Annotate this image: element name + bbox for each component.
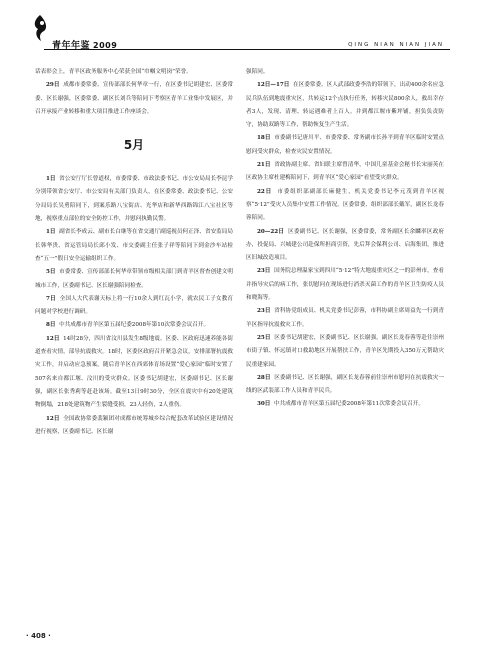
entry-paragraph bbox=[35, 266, 233, 293]
entry-paragraph bbox=[246, 305, 444, 332]
entry-text: 成都市委常委、宣传部部长何华章一行，在区委书记胡建宏、区委常委、区长谢强，区委常委、副区长刘兵等陪同下考察区青羊工业集中发展区，并召开承接产业转移和重大项目推进工作座谈会。 bbox=[35, 82, 233, 115]
page-number: · 408 · bbox=[26, 632, 51, 640]
entry-date: 23日 bbox=[257, 308, 271, 315]
entry-paragraph bbox=[246, 159, 444, 186]
entry-paragraph bbox=[246, 398, 444, 411]
month-heading: 5月 bbox=[123, 138, 145, 153]
entry-paragraph bbox=[246, 186, 444, 226]
entry-date: 12日 bbox=[46, 415, 60, 422]
continued-text: 强陪同。 bbox=[246, 69, 269, 75]
entry-date: 5日 bbox=[46, 269, 56, 276]
entry-text: 14时28分，四川省汶川县发生8级地震。区委、区政府迅速养能各街道查看灾情，部导抗震救灾。18时，区委区政府召开紧急会议，安排部署抗震救灾工作，并启动应急预案，随后青羊区在西郊体育场设置“爱心家园”临时安置了507名来自都江堰、汶川的受灾群众。区委书记胡建宏，区委副书记、区长谢强，副区长张秀莉等赶赴该场。截至13日9时30分，全区在震灾中有20处建筑物倒塌，218处建筑物产生裂缝受损，23人轻伤，2人重伤。 bbox=[35, 335, 233, 409]
right-column bbox=[246, 66, 444, 412]
entry-text: 市委组织部副部长麻健生，机关党委书记李元茂到青羊区视察“5·12”受灾人员集中安置工作情况。区委常委、组织部部长戴军，副区长龙春蓉陪同。 bbox=[246, 188, 444, 222]
entry-text: 中共成都市青羊区第五届纪委2008年第10次常委会议召开。 bbox=[59, 322, 210, 329]
entry-paragraph bbox=[35, 333, 233, 413]
entry-date: 30日 bbox=[257, 401, 271, 408]
entry-date: 18日 bbox=[257, 135, 271, 142]
yearbook-logo-icon bbox=[30, 14, 50, 42]
entry-date: 28日 bbox=[257, 374, 271, 381]
header-rule bbox=[44, 49, 450, 50]
entry-paragraph bbox=[246, 265, 444, 305]
entry-text: 全国人大代表谢天标上将一行10余人到红瓦小学，就农民工子女教育问题对学校进行调研。 bbox=[35, 295, 233, 316]
entry-date: 12日 bbox=[46, 335, 60, 342]
entry-text: 省公安厅厅长曾道权，市委常委、市政法委书记、市公安局局长李昆学分别带领省公安厅、市公安局有关部门负责人，在区委常委、政法委书记、公安分局局长吴勇陪同下，到案乐路八宝街店、光华店和新华西路锦江八宝社区等地，视察重点部位的安全防控工作，并慰问执勤民警。 bbox=[35, 176, 233, 223]
entry-paragraph bbox=[35, 173, 233, 226]
entry-date: 1日 bbox=[46, 229, 56, 236]
entry-text: 区委副书记、区长谢强，区委常委，常务副区长余麟率区政府办，投促局、兴城建公司赴保所担商引资，先后拜会保利公司、启海集团，推进区旧城改造项目。 bbox=[246, 228, 444, 262]
entry-paragraph bbox=[246, 226, 444, 266]
entry-date: 22日 bbox=[257, 188, 273, 195]
entry-text: 在区委常委、区人武部政委李浩的带领下，出动400余名应急民兵队伍到地震重灾区，共转运12个点执行任务，转移灾民800余人，救出幸存者3人，发现、清理、转运遇难者上百人。并到都江堰市紫坪铺，担负负责防守，协助双路等工作，帮助恢复生产生活。 bbox=[246, 82, 444, 129]
entry-paragraph bbox=[246, 132, 444, 159]
entry-text: 中共成都市青羊区第五届纪委2008年第11次常委会议召开。 bbox=[273, 401, 424, 408]
header-title: 青年年鉴 2009 bbox=[52, 41, 118, 51]
entry-date: 7日 bbox=[46, 295, 56, 302]
entry-paragraph bbox=[35, 413, 233, 440]
entry-date: 25日 bbox=[257, 334, 271, 341]
entry-text: 国务院总理温家宝到四川“5·12”特大地震重灾区之一的彭州市，查看并指导灾后的病工作，张切慰问在现场进行消杀灭菌工作的青羊区卫生防疫人员和晓海等。 bbox=[246, 268, 444, 302]
entry-date: 1日 bbox=[46, 176, 56, 183]
header-year: 2009 bbox=[93, 41, 118, 50]
entry-text: 区委副书记、区长谢强，副区长龙春蓉前往崇州市慰问在抗震救灾一线的区武装部工作人员和青羊民兵。 bbox=[246, 374, 444, 395]
left-column bbox=[35, 66, 233, 439]
entry-text: 省科协党组成员、机关党委书记彭蓉，市科协副主席周益先一行到青羊区指导抗震救灾工作。 bbox=[246, 308, 444, 328]
entry-paragraph bbox=[35, 79, 233, 119]
header-pinyin: QING NIAN NIAN JIAN bbox=[348, 42, 444, 48]
entry-date: 23日 bbox=[257, 268, 271, 275]
entry-text: 全国政协常委裴颖团对成都市统筹城乡综合配套改革试验区建设情况进行视察，区委副书记、区长谢 bbox=[35, 415, 233, 435]
entry-date: 21日 bbox=[257, 162, 271, 169]
intro-paragraph: 话表彰会上，青羊区政务服务中心荣获全国“巾帼文明岗”荣誉。 bbox=[35, 69, 192, 75]
entry-text: 区委书记胡建宏，区委副书记、区长谢强，副区长龙春蓉等赴往崇州市街子镇、怀远镇对口救助地区开展帮扶工作，青羊区先期投入350万元帮助灾民重建家园。 bbox=[246, 334, 444, 368]
entry-date: 20—22日 bbox=[257, 228, 285, 235]
entry-text: 市委副书记唐川平、市委常委、常务副市长孙平到青羊区临时安置点慰问受灾群众，检查灾民安置情况。 bbox=[246, 135, 444, 155]
entry-paragraph bbox=[35, 319, 233, 332]
entry-text: 市委常委、宣传部部长何华章带领市级相关部门到青羊区督查创建文明城市工作，区委副书记、区长谢强陪同检查。 bbox=[35, 269, 233, 289]
entry-text: 省政协副主席、省妇联主席曾清华，中国儿童基金会秘书长宋丽英在区政协主席杜建梅陪同下，到青羊区“爱心家园”看望受灾群众。 bbox=[246, 162, 444, 182]
entry-paragraph bbox=[246, 372, 444, 399]
entry-paragraph bbox=[35, 293, 233, 320]
entry-date: 8日 bbox=[46, 322, 56, 329]
entry-date: 29日 bbox=[46, 82, 60, 89]
entry-paragraph bbox=[35, 226, 233, 266]
entry-date: 12日—17日 bbox=[257, 82, 290, 89]
entry-paragraph bbox=[246, 332, 444, 372]
page-header bbox=[0, 0, 480, 56]
entry-text: 副省长李成云、副市长白继等在省交通厅副巡视员何正泽、省安监局局长韩华贵、省运管局局长邱小发、市交委副主任张子祥等陪同下到金沙车站检查“五一”假日安全运输组织工作。 bbox=[35, 229, 233, 262]
entry-paragraph bbox=[246, 79, 444, 132]
